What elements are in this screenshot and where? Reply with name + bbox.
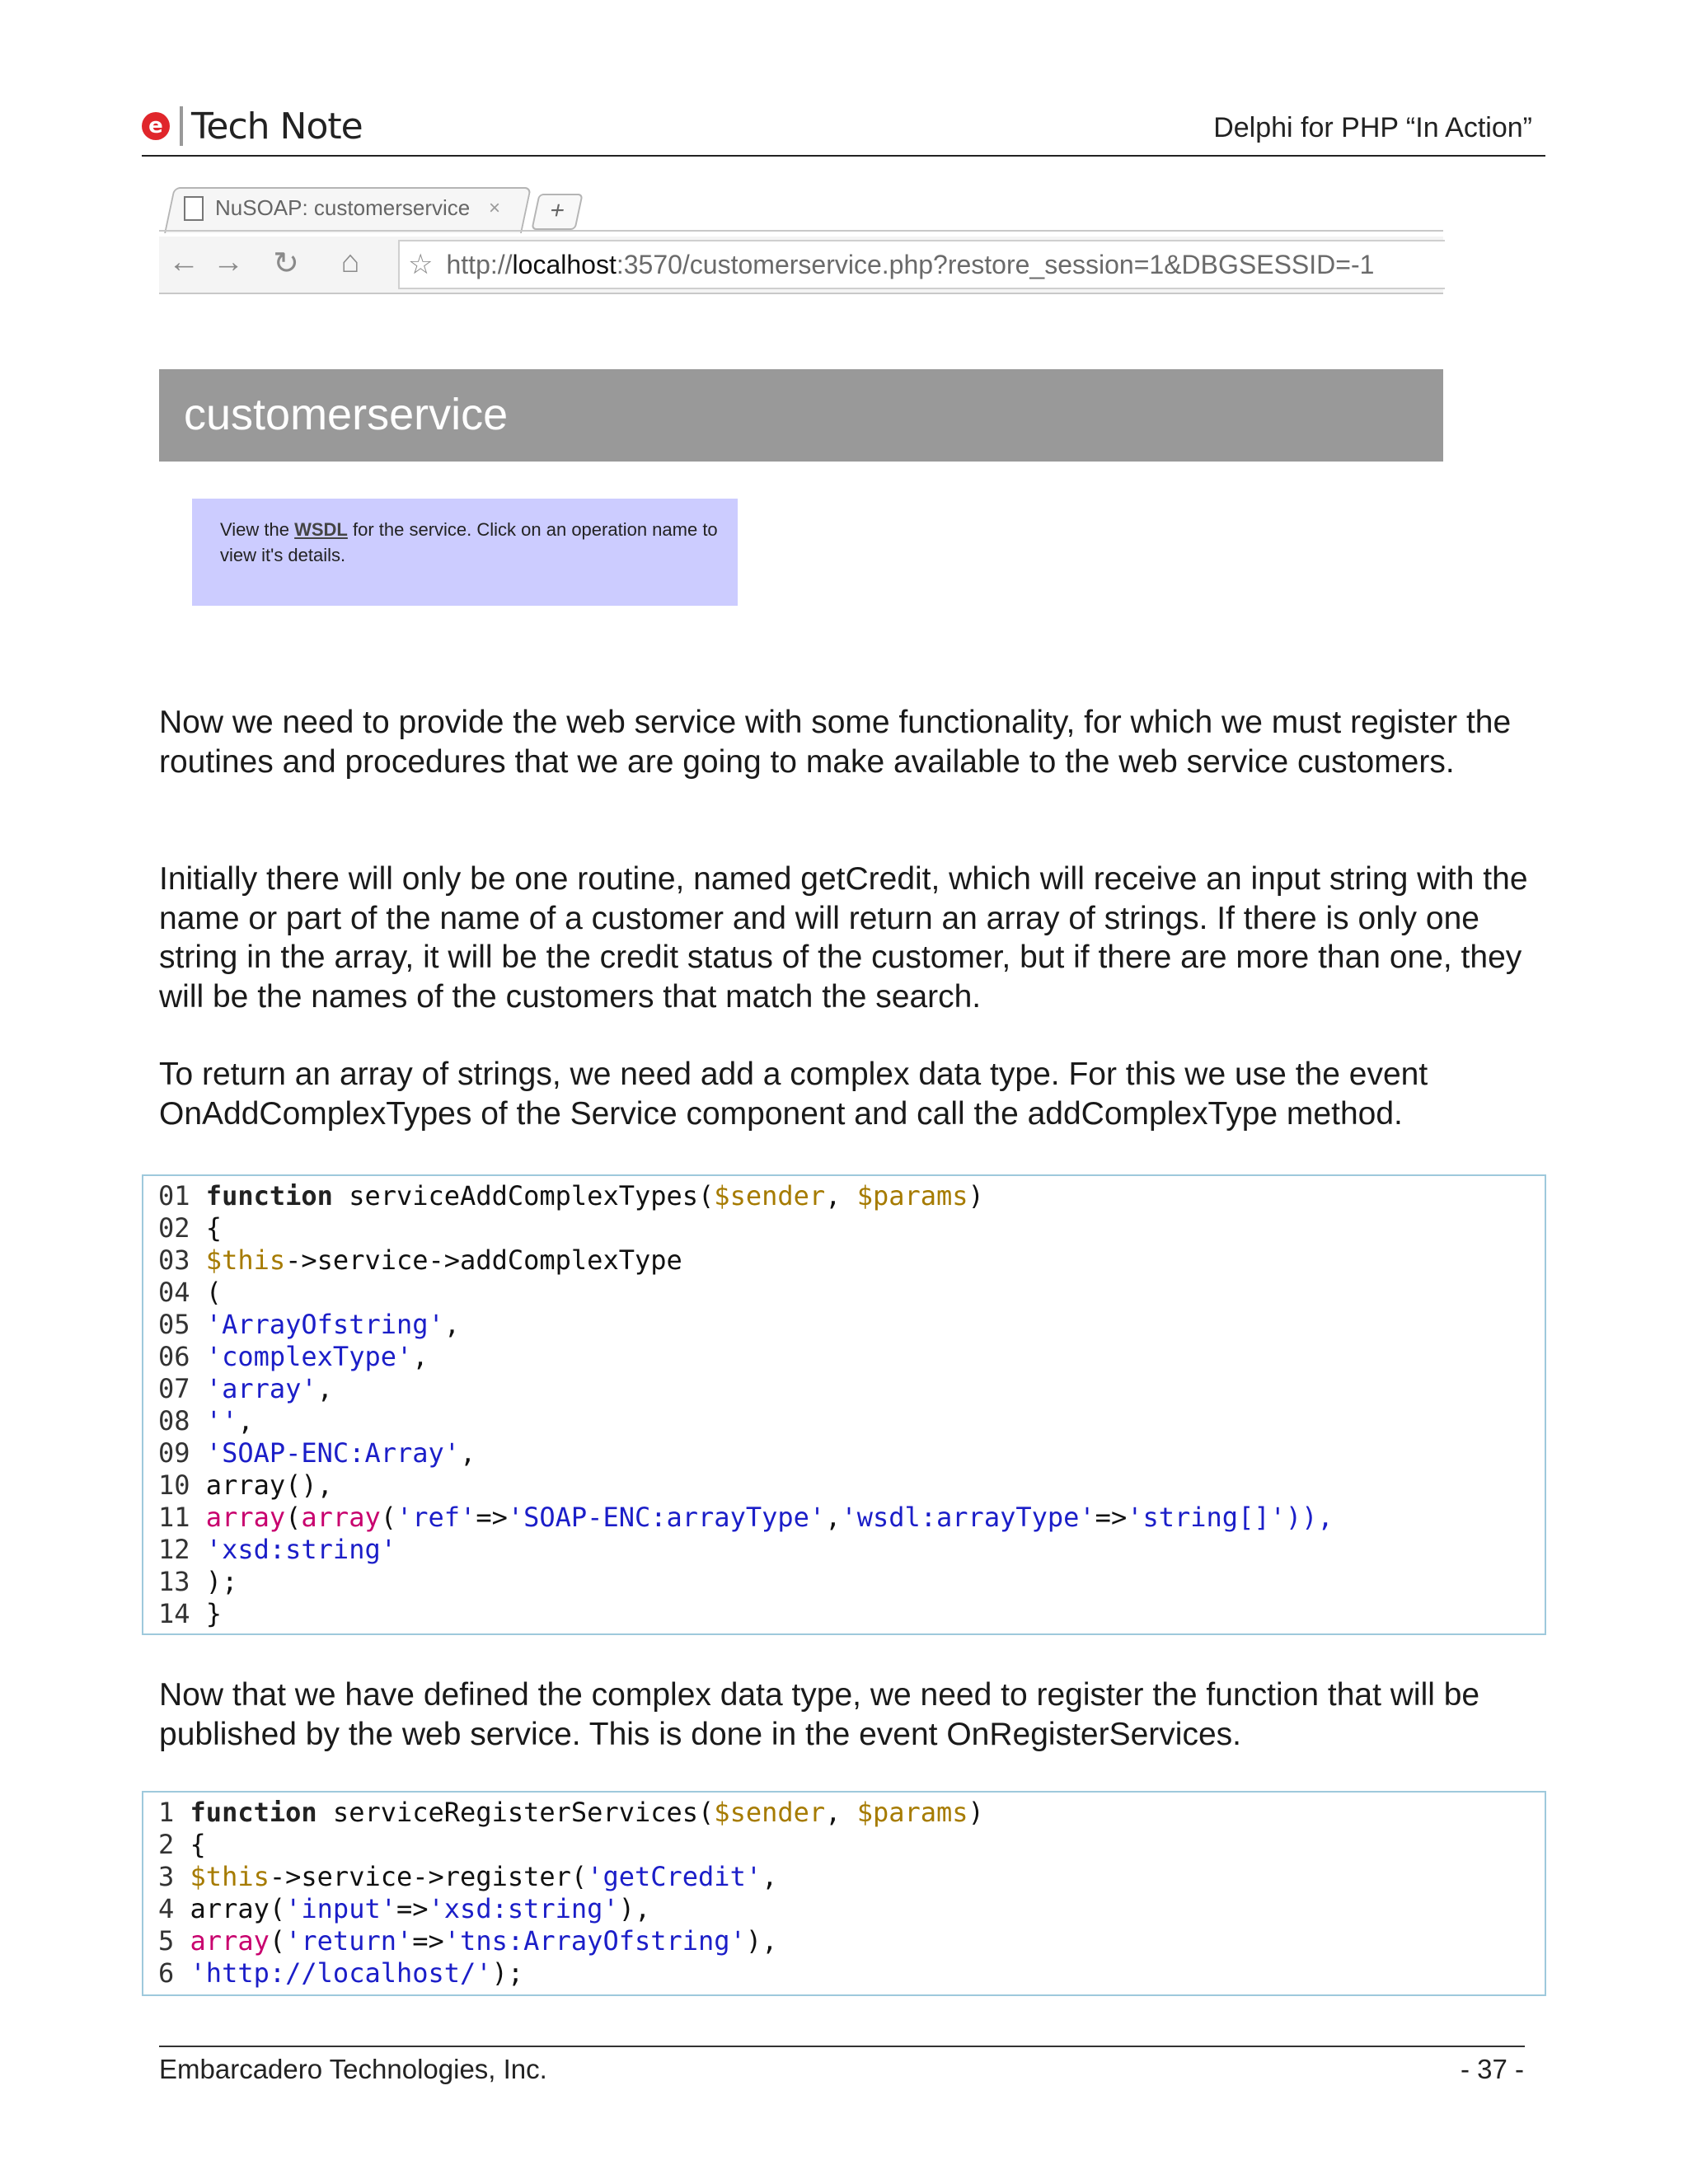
url-rest: :3570/customerservice.php?restore_session=1&DBGSESSID=-1: [616, 249, 1375, 279]
url-prefix: http://: [446, 249, 513, 279]
code-line: [158, 1893, 1545, 1925]
footer-company: Embarcadero Technologies, Inc.: [159, 2054, 547, 2084]
code-token: array: [190, 1925, 270, 1957]
line-number: 5: [158, 1925, 190, 1957]
code-block-add-complex-types: [142, 1174, 1546, 1635]
footer-rule: [159, 2046, 1525, 2047]
code-listing: [143, 1176, 1545, 1630]
code-token: 'SOAP-ENC:arrayType': [507, 1502, 826, 1533]
code-token: $sender: [714, 1797, 826, 1828]
code-token: 'ref': [396, 1502, 476, 1533]
code-token: 'input': [285, 1893, 396, 1924]
code-token: )),: [1285, 1502, 1334, 1533]
code-token: (: [269, 1925, 286, 1957]
tab-title: NuSOAP: customerservice: [215, 195, 471, 220]
paragraph: Now that we have defined the complex data type, we need to register the function that will be published by the web service. This is done in the event OnRegisterServices.: [159, 1677, 1480, 1752]
code-token: array: [301, 1502, 381, 1533]
code-token: array(: [190, 1893, 286, 1924]
code-line: [158, 1277, 1545, 1309]
code-token: ,: [825, 1797, 857, 1828]
code-line: [158, 1469, 1545, 1502]
code-block-register-services: [142, 1791, 1546, 1996]
code-token: 'SOAP-ENC:Array': [205, 1437, 461, 1469]
tech-note-logo: [142, 105, 363, 147]
line-number: 4: [158, 1893, 190, 1924]
line-number: 02: [158, 1212, 206, 1244]
code-line: [158, 1309, 1545, 1341]
line-number: 14: [158, 1598, 206, 1629]
code-token: 'wsdl:arrayType': [841, 1502, 1095, 1533]
url-text: [446, 250, 1374, 280]
code-line: [158, 1925, 1545, 1957]
code-token: ,: [825, 1502, 842, 1533]
code-token: serviceRegisterServices(: [316, 1797, 715, 1828]
page-header: [142, 97, 1545, 157]
document-title: Delphi for PHP “In Action”: [1213, 112, 1532, 143]
forward-icon[interactable]: →: [213, 245, 244, 279]
code-token: function: [190, 1797, 317, 1828]
code-token: $params: [856, 1797, 968, 1828]
info-text-end: for the service. Click on an operation name to view it's details.: [220, 519, 718, 565]
code-token: =>: [412, 1925, 444, 1957]
code-token: ),: [618, 1893, 651, 1924]
code-token: {: [190, 1829, 206, 1860]
code-token: $sender: [714, 1180, 826, 1212]
paragraph: Initially there will only be one routine, named getCredit, which will receive an input string with the name or part of the name of a customer and will return an array of strings. If there is only one string in the array, it will be the credit status of the customer, but if there are more than one, they will be the names of the customers that match the search.: [159, 861, 1528, 1015]
line-number: 10: [158, 1469, 206, 1501]
code-token: ),: [745, 1925, 778, 1957]
code-line: [158, 1244, 1545, 1277]
tab-title-area: [184, 195, 470, 221]
line-number: 05: [158, 1309, 206, 1340]
code-token: ->service->addComplexType: [285, 1244, 682, 1276]
code-line: [158, 1502, 1545, 1534]
code-token: =>: [396, 1893, 429, 1924]
code-token: 'string[]': [1127, 1502, 1286, 1533]
code-listing: [143, 1793, 1545, 1990]
code-token: serviceAddComplexTypes(: [332, 1180, 715, 1212]
code-token: =>: [476, 1502, 508, 1533]
code-line: [158, 1437, 1545, 1469]
code-token: ,: [412, 1341, 429, 1372]
service-banner: [159, 369, 1443, 462]
code-token: (: [380, 1502, 396, 1533]
page-number: - 37 -: [1461, 2054, 1525, 2084]
line-number: 1: [158, 1797, 190, 1828]
line-number: 09: [158, 1437, 206, 1469]
paragraph: Now we need to provide the web service with some functionality, for which we must register the routines and procedures that we are going to make available to the web service customers.: [159, 705, 1512, 780]
code-token: $this: [205, 1244, 286, 1276]
code-token: 'complexType': [205, 1341, 413, 1372]
tab-strip-line: [159, 230, 1443, 232]
browser-toolbar: [159, 237, 1443, 294]
code-token: ,: [825, 1180, 857, 1212]
service-info-text: [220, 517, 731, 568]
wsdl-link[interactable]: WSDL: [294, 519, 348, 540]
code-line: [158, 1405, 1545, 1437]
code-token: 'array': [205, 1373, 317, 1404]
code-token: 'return': [285, 1925, 413, 1957]
line-number: 12: [158, 1534, 206, 1565]
code-token: =>: [1095, 1502, 1128, 1533]
brand-label: Tech Note: [191, 105, 363, 148]
code-line: [158, 1373, 1545, 1405]
line-number: 13: [158, 1566, 206, 1597]
embarcadero-logo-icon: e: [142, 112, 170, 140]
service-title: customerservice: [184, 390, 509, 439]
code-token: ): [968, 1797, 984, 1828]
browser-window: [159, 185, 1443, 301]
code-token: ,: [443, 1309, 461, 1340]
url-host: localhost: [512, 249, 617, 279]
line-number: 03: [158, 1244, 206, 1276]
code-token: 'tns:ArrayOfstring': [443, 1925, 746, 1957]
code-token: ,: [237, 1405, 254, 1436]
line-number: 2: [158, 1829, 190, 1860]
code-line: [158, 1534, 1545, 1566]
logo-divider: [180, 106, 183, 146]
line-number: 04: [158, 1277, 206, 1308]
address-bar[interactable]: [398, 240, 1445, 289]
code-token: }: [205, 1598, 223, 1629]
code-line: [158, 1598, 1545, 1630]
line-number: 6: [158, 1957, 190, 1989]
service-info-box: [192, 499, 738, 606]
code-token: ,: [762, 1861, 778, 1892]
code-token: 'http://localhost/': [190, 1957, 492, 1989]
close-tab-icon[interactable]: ×: [489, 197, 501, 219]
code-token: 'getCredit': [587, 1861, 762, 1892]
code-token: $this: [190, 1861, 270, 1892]
line-number: 07: [158, 1373, 206, 1404]
code-token: (: [205, 1277, 223, 1308]
code-token: ->service->register(: [269, 1861, 588, 1892]
info-text-start: View the: [220, 519, 295, 540]
code-token: {: [205, 1212, 223, 1244]
code-token: array: [205, 1502, 286, 1533]
code-token: );: [491, 1957, 524, 1989]
code-line: [158, 1212, 1545, 1244]
back-icon[interactable]: ←: [168, 245, 199, 279]
code-token: 'xsd:string': [428, 1893, 619, 1924]
code-line: [158, 1957, 1545, 1990]
code-token: 'xsd:string': [205, 1534, 396, 1565]
line-number: 11: [158, 1502, 206, 1533]
code-line: [158, 1797, 1545, 1829]
line-number: 08: [158, 1405, 206, 1436]
star-icon[interactable]: ☆: [408, 249, 434, 280]
code-line: [158, 1341, 1545, 1373]
code-token: );: [205, 1566, 238, 1597]
code-token: '': [205, 1405, 238, 1436]
code-token: 'ArrayOfstring': [205, 1309, 444, 1340]
code-token: ,: [460, 1437, 476, 1469]
line-number: 01: [158, 1180, 206, 1212]
home-icon[interactable]: ⌂: [340, 245, 360, 279]
code-line: [158, 1180, 1545, 1212]
code-token: function: [205, 1180, 333, 1212]
code-line: [158, 1861, 1545, 1893]
page-icon: [184, 196, 204, 221]
reload-icon[interactable]: ↻: [273, 246, 299, 281]
line-number: 3: [158, 1861, 190, 1892]
code-token: ): [968, 1180, 984, 1212]
code-token: (: [285, 1502, 302, 1533]
code-token: array(),: [205, 1469, 333, 1501]
new-tab-button[interactable]: +: [531, 194, 583, 230]
paragraph: To return an array of strings, we need add a complex data type. For this we use the event OnAddComplexTypes of the Service component and call the addComplexType method.: [159, 1057, 1428, 1132]
code-line: [158, 1566, 1545, 1598]
code-token: ,: [316, 1373, 333, 1404]
line-number: 06: [158, 1341, 206, 1372]
code-token: $params: [856, 1180, 968, 1212]
code-line: [158, 1829, 1545, 1861]
